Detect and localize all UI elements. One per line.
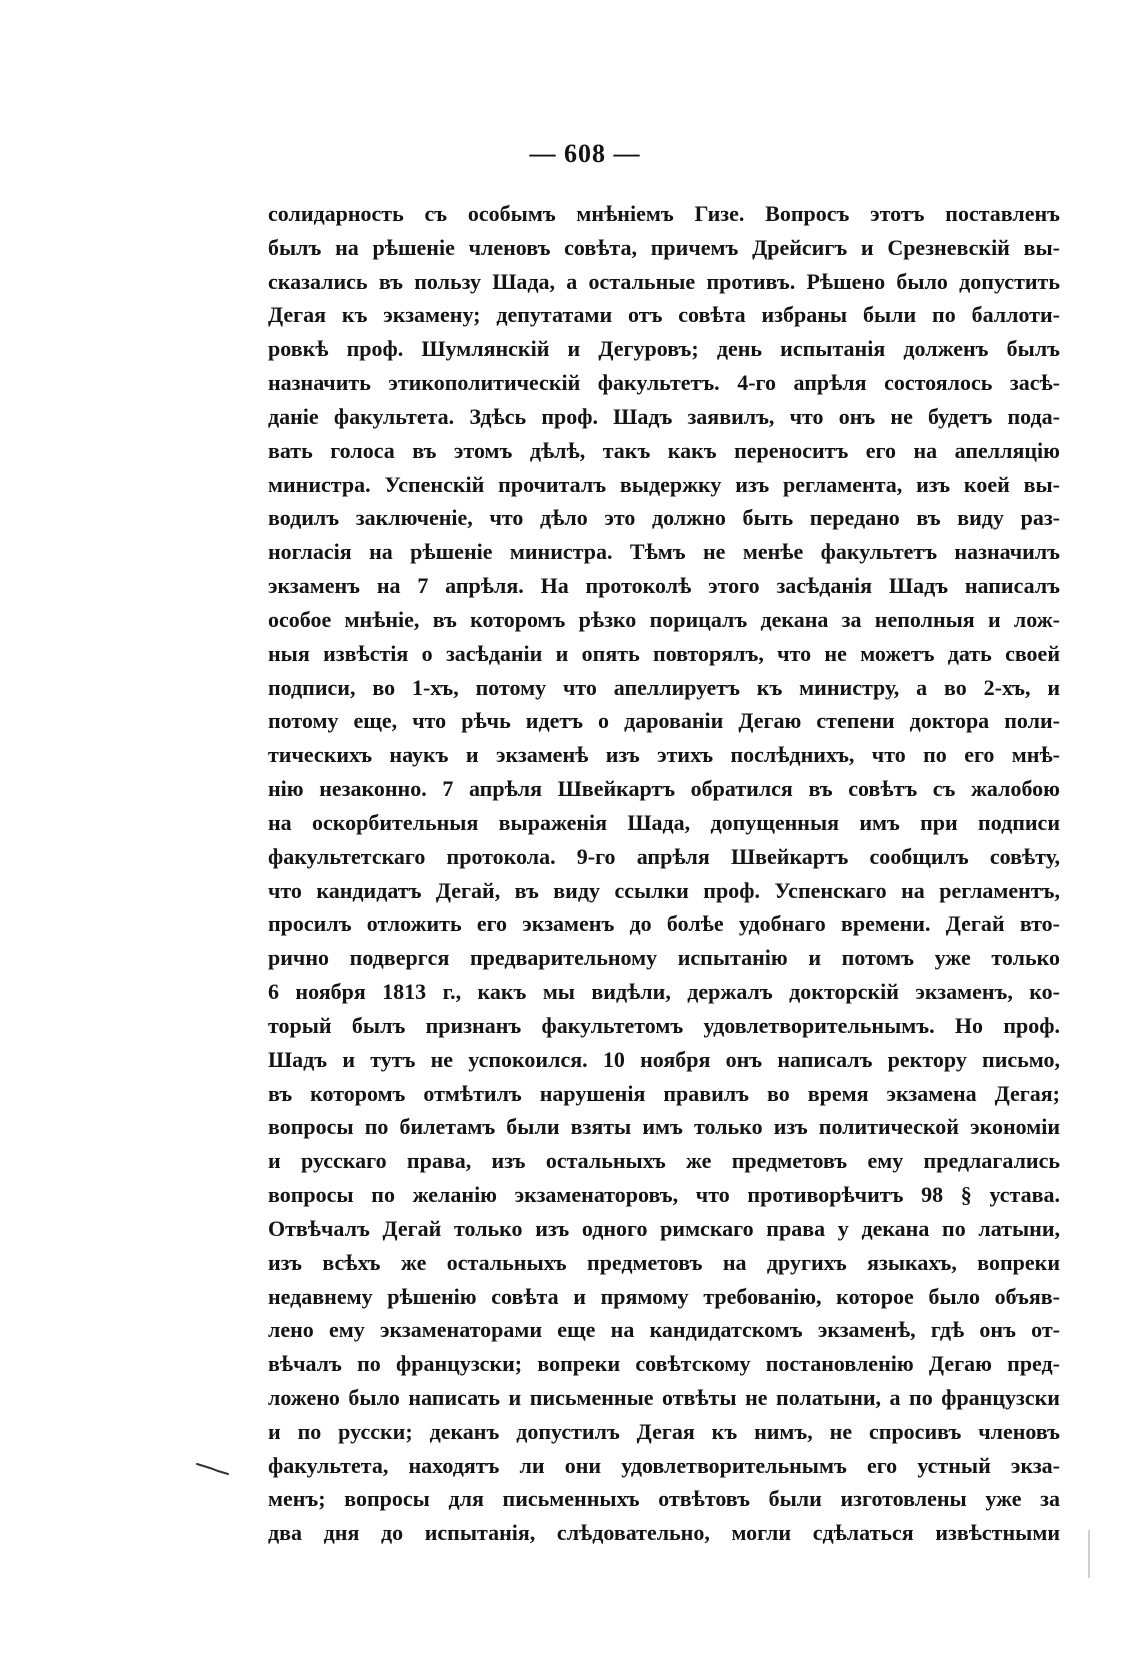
text-line: рично подвергся предварительному испытанію и потомъ уже только (268, 945, 1060, 971)
text-line: экзаменъ на 7 апрѣля. На протоколѣ этого засѣданія Шадъ написалъ (268, 573, 1060, 599)
edge-mark (1088, 1530, 1090, 1578)
text-line: былъ на рѣшеніе членовъ совѣта, причемъ Дрейсигъ и Срезневскій вы- (268, 234, 1060, 260)
text-line: назначить этикополитическій факультетъ. 4-го апрѣля состоялось засѣ- (268, 370, 1060, 396)
text-line: Отвѣчалъ Дегай только изъ одного римскаго права у декана по латыни, (268, 1215, 1060, 1241)
text-line: торый былъ признанъ факультетомъ удовлетворительнымъ. Но проф. (268, 1012, 1060, 1038)
text-line: солидарность съ особымъ мнѣніемъ Гизе. Вопросъ этотъ поставленъ (268, 201, 1060, 226)
text-line: факультета, находятъ ли они удовлетворительнымъ его устный экза- (268, 1452, 1060, 1478)
text-line: факультетскаго протокола. 9-го апрѣля Швейкартъ сообщилъ совѣту, (268, 843, 1060, 869)
text-line: что кандидатъ Дегай, въ виду ссылки проф. Успенскаго на регламентъ, (268, 877, 1060, 903)
text-line: менъ; вопросы для письменныхъ отвѣтовъ были изготовлены уже за (268, 1486, 1060, 1512)
text-line: Шадъ и тутъ не успокоился. 10 ноября онъ написалъ ректору письмо, (268, 1046, 1060, 1072)
text-line: въ которомъ отмѣтилъ нарушенія правилъ во время экзамена Дегая; (268, 1080, 1060, 1106)
page-number: — 608 — (529, 139, 641, 168)
text-line: просилъ отложить его экзаменъ до болѣе удобнаго времени. Дегай вто- (268, 911, 1060, 937)
text-line: министра. Успенскій прочиталъ выдержку изъ регламента, изъ коей вы- (268, 471, 1060, 497)
text-line: вопросы по желанію экзаменаторовъ, что противорѣчитъ 98 § устава. (268, 1182, 1060, 1208)
text-line: нію незаконно. 7 апрѣля Швейкартъ обратился въ совѣтъ съ жалобою (268, 776, 1060, 802)
text-line: вать голоса въ этомъ дѣлѣ, такъ какъ переноситъ его на апелляцію (268, 437, 1060, 463)
text-line: ровкѣ проф. Шумлянскій и Дегуровъ; день испытанія долженъ былъ (268, 336, 1060, 362)
stray-mark (196, 1463, 230, 1475)
text-line: вѣчалъ по французски; вопреки совѣтскому постановленію Дегаю пред- (268, 1351, 1060, 1377)
text-line: даніе факультета. Здѣсь проф. Шадъ заявилъ, что онъ не будетъ пода- (268, 403, 1060, 429)
text-line: недавнему рѣшенію совѣта и прямому требованію, которое было объяв- (268, 1283, 1060, 1309)
text-line: на оскорбительныя выраженія Шада, допущенныя имъ при подписи (268, 809, 1060, 835)
text-line: Дегая къ экзамену; депутатами отъ совѣта избраны были по баллоти- (268, 302, 1060, 328)
text-line: особое мнѣніе, въ которомъ рѣзко порицалъ декана за неполныя и лож- (268, 606, 1060, 632)
text-line: сказались въ пользу Шада, а остальные противъ. Рѣшено было допустить (268, 268, 1060, 294)
text-line: ложено было написать и письменные отвѣты не полатыни, а по французски (268, 1384, 1060, 1410)
text-line: ныя извѣстія о засѣданіи и опять повторялъ, что не можетъ дать своей (268, 640, 1060, 666)
text-line: изъ всѣхъ же остальныхъ предметовъ на другихъ языкахъ, вопреки (268, 1249, 1060, 1275)
text-line: и русскаго права, изъ остальныхъ же предметовъ ему предлагались (268, 1148, 1060, 1174)
text-line: потому еще, что рѣчь идетъ о дарованіи Дегаю степени доктора поли- (268, 708, 1060, 734)
text-line: и по русски; деканъ допустилъ Дегая къ нимъ, не спросивъ членовъ (268, 1418, 1060, 1444)
text-line: лено ему экзаменаторами еще на кандидатскомъ экзаменѣ, гдѣ онъ от- (268, 1317, 1060, 1343)
text-line: вопросы по билетамъ были взяты имъ только изъ политической экономіи (268, 1114, 1060, 1140)
text-line: подписи, во 1-хъ, потому что апеллируетъ къ министру, а во 2-хъ, и (268, 674, 1060, 700)
text-line: водилъ заключеніе, что дѣло это должно быть передано въ виду раз- (268, 505, 1060, 531)
text-line: 6 ноября 1813 г., какъ мы видѣли, держалъ докторскій экзаменъ, ко- (268, 979, 1060, 1005)
text-line: ногласія на рѣшеніе министра. Тѣмъ не менѣе факультетъ назначилъ (268, 539, 1060, 565)
text-line: тическихъ наукъ и экзаменѣ изъ этихъ послѣднихъ, что по его мнѣ- (268, 742, 1060, 768)
text-line: два дня до испытанія, слѣдовательно, могли сдѣлаться извѣстными (268, 1520, 1060, 1546)
body-text (268, 197, 1060, 1550)
